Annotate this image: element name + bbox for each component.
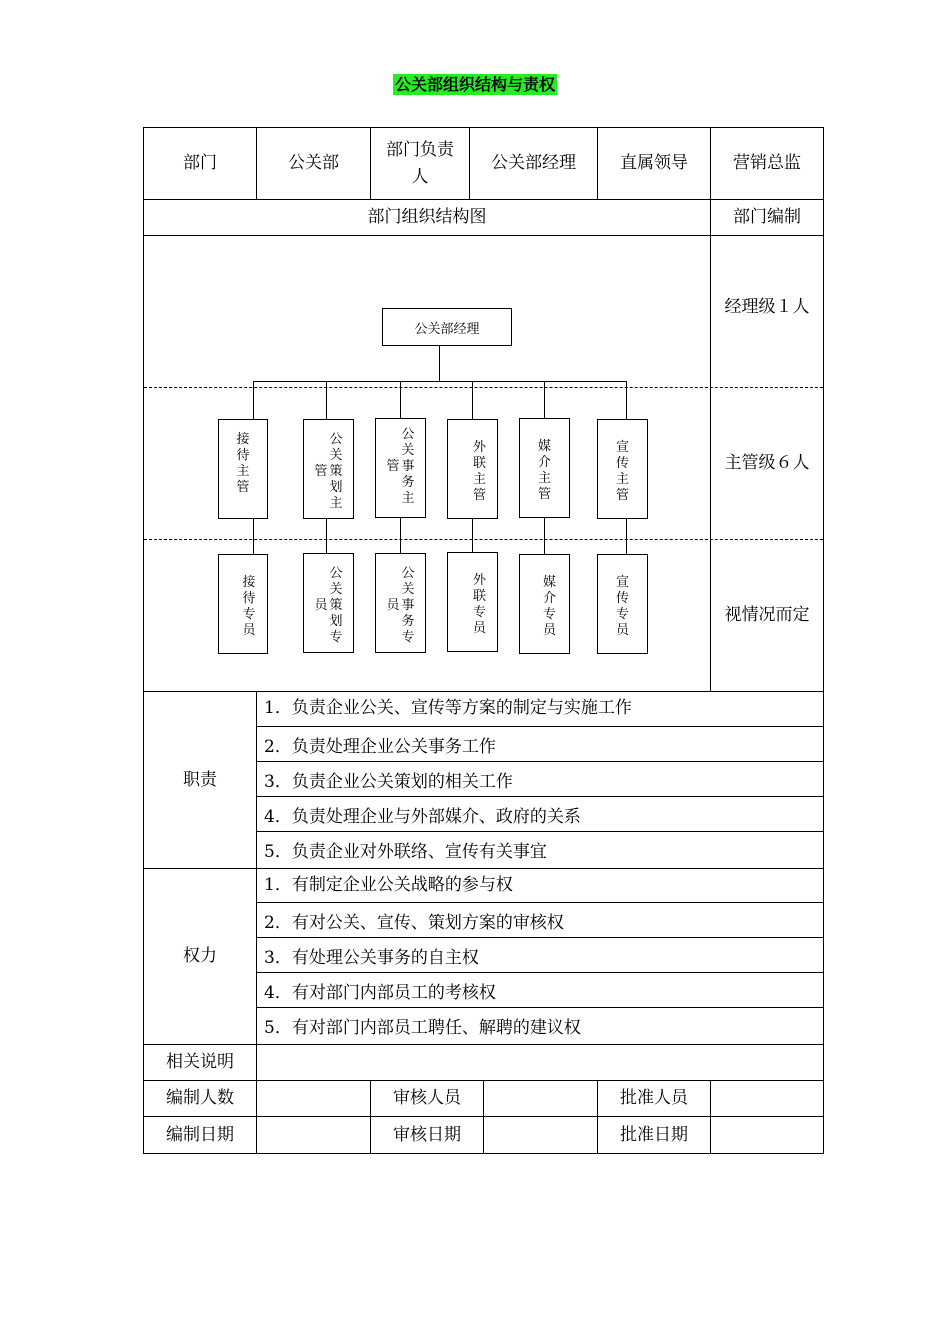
org-node-planning-supervisor (303, 419, 354, 519)
notes-value (256, 1044, 824, 1081)
connector-line (472, 381, 473, 419)
vertical-text: 管 (314, 464, 328, 479)
notes-label: 相关说明 (143, 1044, 257, 1081)
connector-line (626, 518, 627, 554)
prepared-count-value (256, 1080, 371, 1117)
org-node-media-supervisor (519, 418, 570, 518)
org-node-liaison-supervisor (447, 419, 498, 519)
duty-item: 4．负责处理企业与外部媒介、政府的关系 (256, 796, 824, 831)
connector-line (253, 381, 254, 419)
vertical-text: 接 待 主 管 (236, 432, 250, 495)
org-node-affairs-staff (375, 553, 426, 653)
vertical-text: 媒 介 专 员 (542, 575, 556, 638)
org-node-reception-supervisor (218, 419, 268, 519)
duty-item: 5．负责企业对外联络、宣传有关事宜 (256, 831, 824, 866)
vertical-text: 管 (386, 459, 400, 474)
vertical-text: 宣 传 专 员 (615, 575, 629, 638)
org-node-publicity-supervisor (597, 419, 648, 519)
org-chart-label: 部门组织结构图 (143, 199, 711, 236)
staff-level-count: 视情况而定 (724, 605, 810, 625)
approver-label: 批准人员 (597, 1080, 711, 1117)
vertical-text: 员 (314, 598, 328, 613)
level-divider (144, 539, 823, 540)
reviewer-value (483, 1080, 598, 1117)
connector-line (253, 381, 627, 382)
prepared-date-value (256, 1116, 371, 1154)
prepared-date-label: 编制日期 (143, 1116, 257, 1154)
connector-line (544, 381, 545, 419)
power-item: 3．有处理公关事务的自主权 (256, 937, 824, 972)
duty-item: 1．负责企业公关、宣传等方案的制定与实施工作 (264, 698, 632, 718)
dept-value: 公关部 (256, 127, 371, 200)
vertical-text: 公 关 事 务 主 (401, 427, 415, 506)
connector-line (626, 381, 627, 419)
power-item: 4．有对部门内部员工的考核权 (256, 972, 824, 1007)
review-date-label: 审核日期 (370, 1116, 484, 1154)
page-title: 公关部组织结构与责权 (394, 75, 555, 94)
power-item: 2．有对公关、宣传、策划方案的审核权 (256, 902, 824, 937)
vertical-text: 公 关 策 划 专 (329, 566, 343, 645)
connector-line (253, 518, 254, 554)
connector-line (544, 518, 545, 554)
duty-item: 3．负责企业公关策划的相关工作 (256, 761, 824, 796)
review-date-value (483, 1116, 598, 1154)
org-node-media-staff (519, 554, 570, 654)
vertical-text: 公 关 策 划 主 (329, 432, 343, 511)
prepared-count-label: 编制人数 (143, 1080, 257, 1117)
power-item: 1．有制定企业公关战略的参与权 (264, 875, 513, 895)
org-node-reception-staff (218, 554, 268, 654)
vertical-text: 宣 传 主 管 (615, 440, 629, 503)
staffing-label: 部门编制 (710, 199, 824, 236)
vertical-text: 外 联 专 员 (472, 573, 486, 636)
powers-label: 权力 (143, 868, 257, 1045)
approver-value (710, 1080, 824, 1117)
connector-line (472, 518, 473, 554)
power-item: 5．有对部门内部员工聘任、解聘的建议权 (256, 1007, 824, 1042)
connector-line (326, 518, 327, 554)
vertical-text: 媒 介 主 管 (537, 439, 551, 502)
org-node-affairs-supervisor (375, 418, 426, 518)
org-node-liaison-staff (447, 552, 498, 652)
org-node-manager: 公关部经理 (382, 308, 512, 346)
level-divider (144, 387, 823, 388)
reviewer-label: 审核人员 (370, 1080, 484, 1117)
approve-date-value (710, 1116, 824, 1154)
org-node-planning-staff (303, 553, 354, 653)
connector-line (326, 381, 327, 419)
head-value: 公关部经理 (469, 127, 598, 200)
vertical-text: 员 (386, 598, 400, 613)
connector-line (439, 345, 440, 381)
vertical-text: 接 待 专 员 (242, 575, 256, 638)
superior-label: 直属领导 (597, 127, 711, 200)
vertical-text: 外 联 主 管 (472, 440, 486, 503)
manager-level-count: 经理级１人 (724, 297, 810, 317)
approve-date-label: 批准日期 (597, 1116, 711, 1154)
superior-value: 营销总监 (710, 127, 824, 200)
vertical-text: 公 关 事 务 专 (401, 566, 415, 645)
duties-label: 职责 (143, 691, 257, 869)
dept-label: 部门 (143, 127, 257, 200)
org-node-publicity-staff (597, 554, 648, 654)
connector-line (400, 381, 401, 419)
supervisor-level-count: 主管级６人 (724, 453, 810, 473)
connector-line (400, 518, 401, 554)
duty-item: 2．负责处理企业公关事务工作 (256, 726, 824, 761)
head-label: 部门负责人 (370, 127, 470, 200)
